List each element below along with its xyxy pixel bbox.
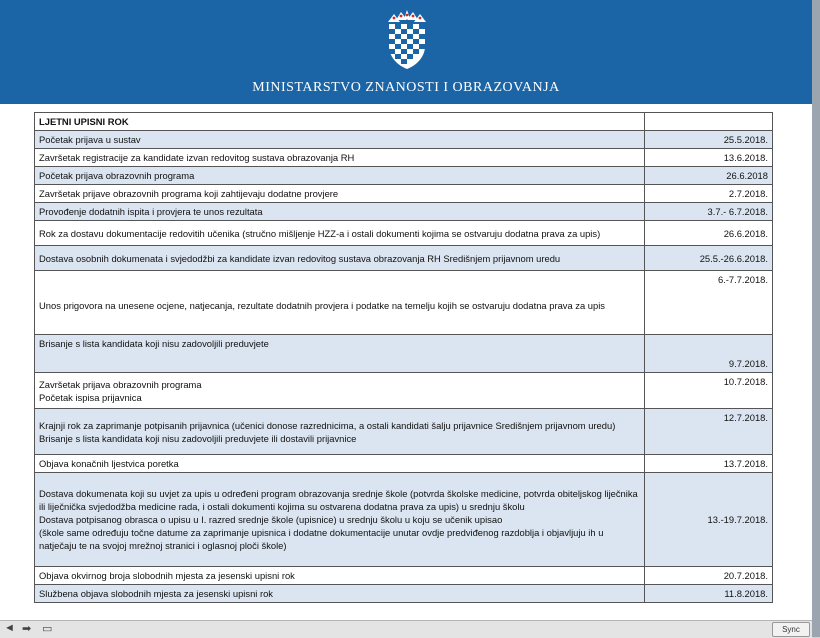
schedule-row <box>35 131 773 149</box>
schedule-row <box>35 246 773 271</box>
schedule-row-date: 13.6.2018. <box>645 149 773 167</box>
schedule-row-line: Početak prijava u sustav <box>39 134 141 145</box>
croatian-coat-of-arms-icon <box>385 10 429 70</box>
schedule-row-description <box>35 473 645 567</box>
schedule-row-line: Unos prigovora na unesene ocjene, natjecanja, rezultate dodatnih provjera i podatke na temelju kojih se ostvaruju dodatna prava za upis <box>39 300 605 311</box>
schedule-row-description <box>35 185 645 203</box>
schedule-row-description <box>35 335 645 373</box>
schedule-heading-date <box>645 113 773 131</box>
schedule-row <box>35 221 773 246</box>
schedule-row-line: Dostava potpisanog obrasca o upisu u I. razred srednje škole (upisnice) u srednju školu u koju se učenik upisao <box>39 514 503 525</box>
schedule-row-date: 20.7.2018. <box>645 567 773 585</box>
schedule-row-date: 25.5.2018. <box>645 131 773 149</box>
schedule-row-date: 26.6.2018. <box>645 221 773 246</box>
schedule-row-date: 25.5.-26.6.2018. <box>645 246 773 271</box>
schedule-row-description <box>35 585 645 603</box>
schedule-row-line: Završetak prijave obrazovnih programa koji zahtijevaju dodatne provjere <box>39 188 339 199</box>
schedule-row-description <box>35 567 645 585</box>
ministry-banner <box>0 0 812 104</box>
schedule-row-description <box>35 149 645 167</box>
schedule-row-date: 3.7.- 6.7.2018. <box>645 203 773 221</box>
schedule-row-description <box>35 131 645 149</box>
schedule-row-line: Početak ispisa prijavnica <box>39 391 142 403</box>
ministry-title: MINISTARSTVO ZNANOSTI I OBRAZOVANJA <box>252 80 560 95</box>
document-page <box>0 104 812 620</box>
window-scrollbar[interactable] <box>812 0 820 637</box>
viewer-toolbar <box>0 620 812 638</box>
schedule-row <box>35 455 773 473</box>
enrollment-schedule-table <box>34 112 773 603</box>
schedule-row-line: Provođenje dodatnih ispita i provjera te unos rezultata <box>39 206 263 217</box>
schedule-row-line: Službena objava slobodnih mjesta za jesenski upisni rok <box>39 588 273 599</box>
schedule-row-line: Dostava dokumenata koji su uvjet za upis u određeni program obrazovanja srednje škole (potvrda školske medicine, potvrda obiteljskog liječnika ili liječnička svjedodžba medicine rada, i ostali dokumenti kojima su ostvarena dodatna prava za upis) u srednju školu <box>39 488 638 512</box>
schedule-row-line: Objava konačnih ljestvica poretka <box>39 458 179 469</box>
schedule-row <box>35 335 773 373</box>
schedule-row-date: 11.8.2018. <box>645 585 773 603</box>
schedule-row <box>35 271 773 335</box>
schedule-row <box>35 567 773 585</box>
schedule-row-description <box>35 409 645 455</box>
back-arrow-icon[interactable]: ◄ <box>4 622 15 634</box>
schedule-row-date: 6.-7.7.2018. <box>645 271 773 335</box>
schedule-row <box>35 585 773 603</box>
schedule-row <box>35 473 773 567</box>
schedule-row-line: (škole same određuju točne datume za zaprimanje upisnica i dodatne dokumentacije unutar ovdje predviđenog razdoblja i objavljuju ih u natječaju te na svojoj mrežnoj stranici i oglasnoj ploči škole) <box>39 527 604 551</box>
schedule-row-line: Krajnji rok za zaprimanje potpisanih prijavnica (učenici donose razrednicima, a ostali kandidati šalju prijavnice Središnjem prijavnom uredu) <box>39 419 616 431</box>
schedule-row-line: Brisanje s lista kandidata koji nisu zadovoljili preduvjete ili dostavili prijavnice <box>39 432 357 444</box>
schedule-row-line: Početak prijava obrazovnih programa <box>39 170 195 181</box>
schedule-row-description <box>35 167 645 185</box>
schedule-row-date: 2.7.2018. <box>645 185 773 203</box>
schedule-row-line: Objava okvirnog broja slobodnih mjesta za jesenski upisni rok <box>39 570 295 581</box>
schedule-row <box>35 203 773 221</box>
schedule-row <box>35 373 773 409</box>
schedule-row-line: Brisanje s lista kandidata koji nisu zadovoljili preduvjete <box>39 338 269 349</box>
schedule-heading: LJETNI UPISNI ROK <box>35 113 645 131</box>
schedule-row-description <box>35 271 645 335</box>
schedule-row-description <box>35 373 645 409</box>
schedule-row-date: 13.7.2018. <box>645 455 773 473</box>
schedule-row-line: Rok za dostavu dokumentacije redovitih učenika (stručno mišljenje HZZ-a i ostali dokumenti kojima se ostvaruju dodatna prava za upis) <box>39 227 601 239</box>
forward-arrow-icon[interactable]: ➡ <box>22 623 32 635</box>
schedule-row-description <box>35 455 645 473</box>
schedule-row-date: 9.7.2018. <box>645 335 773 373</box>
schedule-row <box>35 167 773 185</box>
schedule-row-description <box>35 221 645 246</box>
schedule-row <box>35 409 773 455</box>
panel-toggle-icon[interactable]: ▭ <box>42 623 53 635</box>
schedule-row-line: Završetak prijava obrazovnih programa <box>39 378 202 390</box>
schedule-row-description <box>35 203 645 221</box>
schedule-row-date: 10.7.2018. <box>645 373 773 409</box>
schedule-row-date: 12.7.2018. <box>645 409 773 455</box>
schedule-row-line: Završetak registracije za kandidate izvan redovitog sustava obrazovanja RH <box>39 152 355 163</box>
schedule-row <box>35 185 773 203</box>
schedule-row-description <box>35 246 645 271</box>
schedule-row <box>35 149 773 167</box>
sync-button[interactable]: Sync <box>772 622 810 637</box>
schedule-row-date: 26.6.2018 <box>645 167 773 185</box>
schedule-row-line: Dostava osobnih dokumenata i svjedodžbi za kandidate izvan redovitog sustava obrazovanja RH Središnjem prijavnom uredu <box>39 252 561 264</box>
schedule-row-date: 13.-19.7.2018. <box>645 473 773 567</box>
